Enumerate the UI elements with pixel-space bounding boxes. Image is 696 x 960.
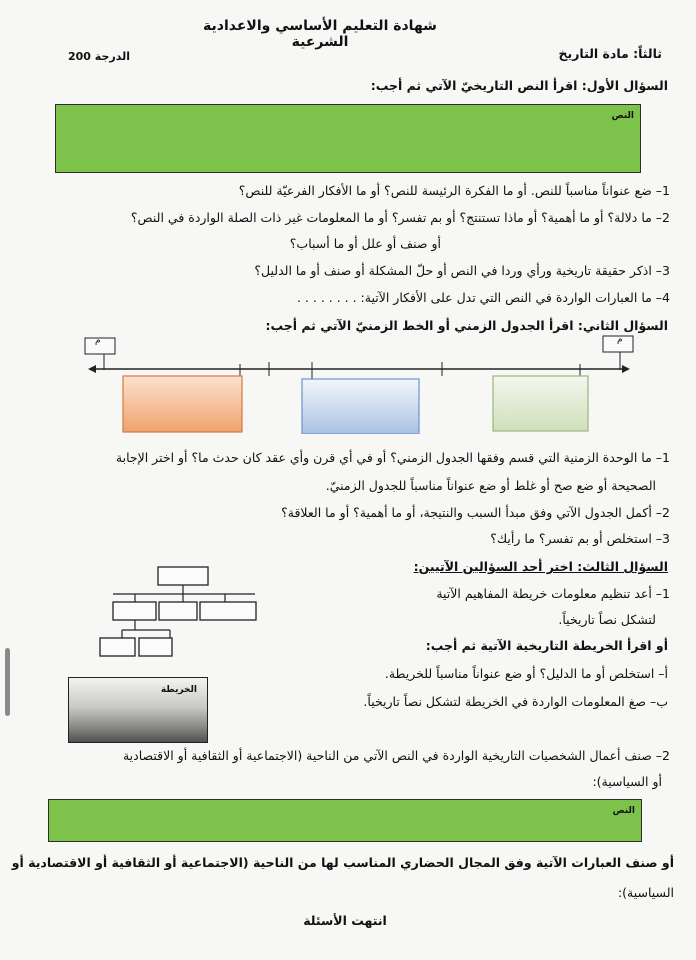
timeline-right-marker: م	[617, 335, 623, 345]
q3-alt-item-cont: السياسية):	[617, 885, 674, 900]
concept-map-mid-box-2	[159, 602, 197, 620]
grade-label: الدرجة 200	[68, 50, 130, 63]
q3-item-1: 1– أعد تنظيم معلومات خريطة المفاهيم الآتية	[436, 586, 670, 601]
q2-heading: السؤال الثاني: اقرأ الجدول الزمني أو الخط الزمنيّ الآتي ثم أجب:	[265, 318, 668, 333]
q3-text-box-label: النص	[612, 806, 635, 816]
q2-item-1: 1– ما الوحدة الزمنية التي قسم وفقها الجدول الزمني؟ أو في أي قرن وأي عقد كان حدث ما؟ أو اختر الإجابة	[115, 450, 670, 465]
q3-item-2: 2– صنف أعمال الشخصيات التاريخية الواردة في النص الآتي من الناحية (الاجتماعية أو الثقافية أو الاقتصادية	[122, 748, 670, 763]
q2-item-1-cont: الصحيحة أو ضع صح أو غلط أو ضع عنواناً مناسباً للجدول الزمنيّ.	[325, 478, 656, 493]
timeline-right-arrow	[622, 365, 630, 373]
timeline-box-green	[493, 376, 588, 431]
timeline-diagram	[80, 334, 650, 434]
timeline-left-marker: م	[95, 336, 101, 346]
q3-map-item-a: أ– استخلص أو ما الدليل؟ أو ضع عنواناً مناسباً للخريطة.	[384, 666, 668, 681]
q3-item-1-cont: لتشكل نصاً تاريخياً.	[558, 612, 656, 627]
map-box	[68, 677, 208, 743]
concept-map-bottom-box-1	[100, 638, 135, 656]
q2-item-2: 2– أكمل الجدول الآتي وفق مبدأ السبب والنتيجة، أو ما أهمية؟ أو ما العلاقة؟	[281, 505, 670, 520]
timeline-box-orange	[123, 376, 242, 432]
end-of-questions: انتهت الأسئلة	[303, 913, 387, 928]
q3-map-heading: أو اقرأ الخريطة التاريخية الآتية ثم أجب:	[425, 638, 668, 653]
q2-item-3: 3– استخلص أو بم تفسر؟ ما رأيك؟	[490, 531, 670, 546]
scrollbar-thumb[interactable]	[5, 648, 10, 716]
map-box-label: الخريطة	[160, 685, 197, 695]
q1-item-1: 1– ضع عنواناً مناسباً للنص. أو ما الفكرة الرئيسة للنص؟ أو ما الأفكار الفرعيّة للنص؟	[238, 183, 670, 198]
concept-map-top-box	[158, 567, 208, 585]
concept-map-mid-box-3	[200, 602, 256, 620]
q1-text-box	[55, 104, 641, 173]
q1-item-2: 2– ما دلالة؟ أو ما أهمية؟ أو ماذا تستنتج؟ أو بم تفسر؟ أو ما المعلومات غير ذات الصلة الواردة في النص؟	[130, 210, 670, 225]
q1-heading: السؤال الأول: اقرأ النص التاريخيّ الآتي ثم أجب:	[370, 78, 668, 93]
q3-heading: السؤال الثالث: اختر أحد السؤالين الآتيين:	[413, 559, 668, 574]
q1-item-2-cont: أو صنف أو علل أو ما أسباب؟	[289, 236, 441, 251]
q3-map-item-b: ب– صغ المعلومات الواردة في الخريطة لتشكل نصاً تاريخياً.	[363, 694, 668, 709]
q3-item-2-cont: أو السياسية):	[592, 774, 662, 789]
concept-map-mid-box-1	[113, 602, 156, 620]
concept-map-bottom-box-2	[139, 638, 172, 656]
q1-text-box-label: النص	[611, 111, 634, 121]
timeline-left-arrow	[88, 365, 96, 373]
concept-map-diagram	[95, 560, 265, 670]
q3-text-box	[48, 799, 642, 842]
subject-label: ثالثاً: مادة التاريخ	[558, 46, 662, 61]
exam-title: شهادة التعليم الأساسي والاعدادية الشرعية	[203, 18, 437, 50]
q1-item-3: 3– اذكر حقيقة تاريخية ورأي وردا في النص أو حلّ المشكلة أو صنف أو ما الدليل؟	[254, 263, 670, 278]
q3-alt-item: أو صنف العبارات الآتية وفق المجال الحضاري المناسب لها من الناحية (الاجتماعية أو الثقافية أو الاقتصادية أو	[11, 855, 674, 870]
timeline-box-blue	[302, 379, 419, 434]
q1-item-4: 4– ما العبارات الواردة في النص التي تدل على الأفكار الآتية: . . . . . . . .	[296, 290, 670, 305]
